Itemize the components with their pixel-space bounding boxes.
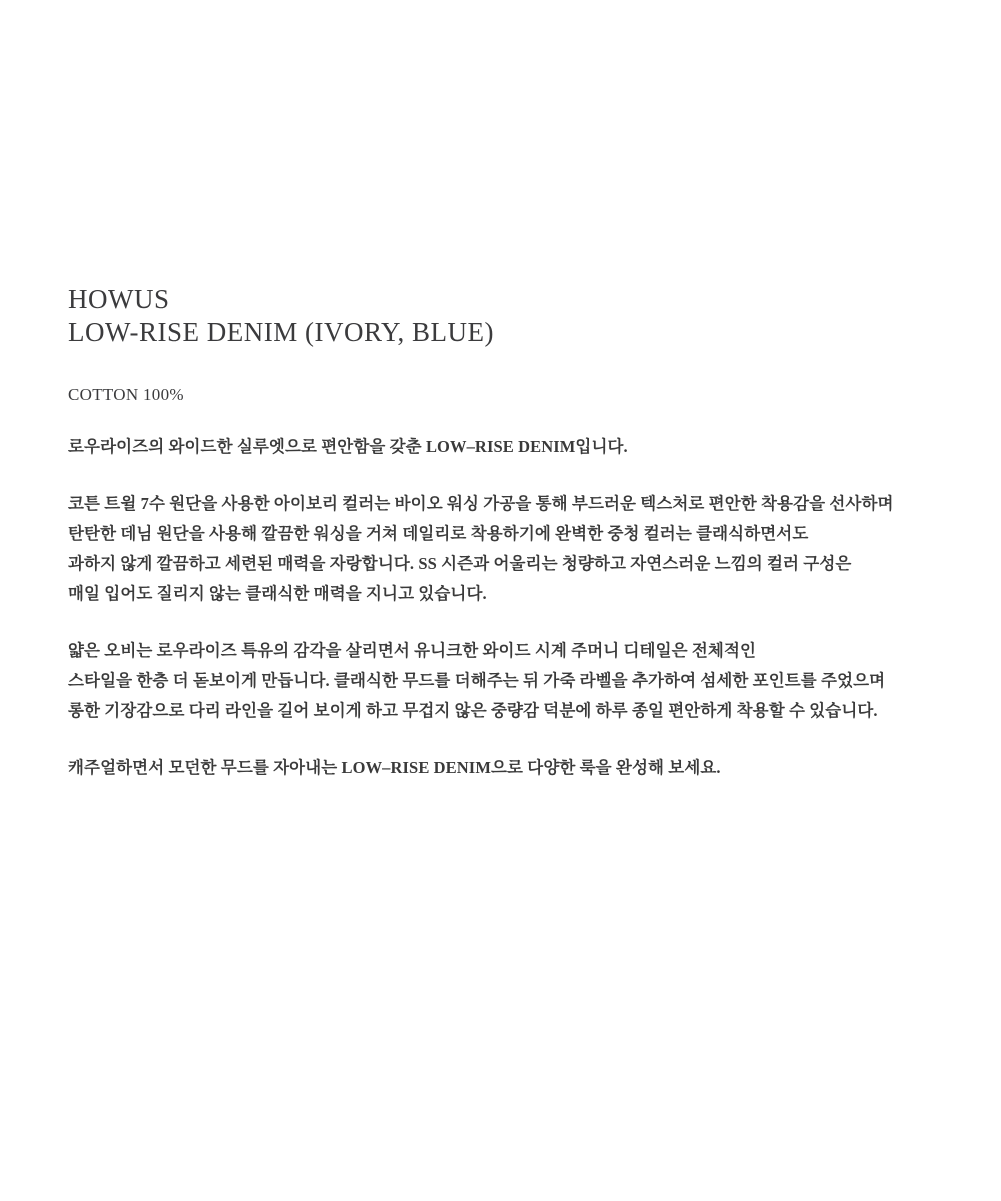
title-block <box>68 283 941 349</box>
paragraph-intro <box>68 432 941 462</box>
description-line: 코튼 트윌 7수 원단을 사용한 아이보리 컬러는 바이오 워싱 가공을 통해 부드러운 텍스처로 편안한 착용감을 선사하며 <box>68 494 894 513</box>
description-line: 로우라이즈의 와이드한 실루엣으로 편안함을 갖춘 LOW–RISE DENIM입니다. <box>68 437 628 456</box>
description-line: 얇은 오비는 로우라이즈 특유의 감각을 살리면서 유니크한 와이드 시계 주머니 디테일은 전체적인 <box>68 641 757 660</box>
paragraph-outro <box>68 753 941 783</box>
description-line: 과하지 않게 깔끔하고 세련된 매력을 자랑합니다. SS 시즌과 어울리는 청량하고 자연스러운 느낌의 컬러 구성은 <box>68 554 852 573</box>
description-line: 탄탄한 데님 원단을 사용해 깔끔한 워싱을 거쳐 데일리로 착용하기에 완벽한 중청 컬러는 클래식하면서도 <box>68 524 809 543</box>
description-line: 롱한 기장감으로 다리 라인을 길어 보이게 하고 무겁지 않은 중량감 덕분에 하루 종일 편안하게 착용할 수 있습니다. <box>68 701 878 720</box>
product-title: LOW-RISE DENIM (IVORY, BLUE) <box>68 317 494 347</box>
fabric-composition: COTTON 100% <box>68 385 184 404</box>
paragraph-fabric <box>68 489 941 609</box>
paragraph-detail <box>68 636 941 726</box>
brand-title: HOWUS <box>68 284 170 314</box>
description-line: 스타일을 한층 더 돋보이게 만듭니다. 클래식한 무드를 더해주는 뒤 가죽 라벨을 추가하여 섬세한 포인트를 주었으며 <box>68 671 886 690</box>
description-line: 캐주얼하면서 모던한 무드를 자아내는 LOW–RISE DENIM으로 다양한 룩을 완성해 보세요. <box>68 758 721 777</box>
description-line: 매일 입어도 질리지 않는 클래식한 매력을 지니고 있습니다. <box>68 584 487 603</box>
